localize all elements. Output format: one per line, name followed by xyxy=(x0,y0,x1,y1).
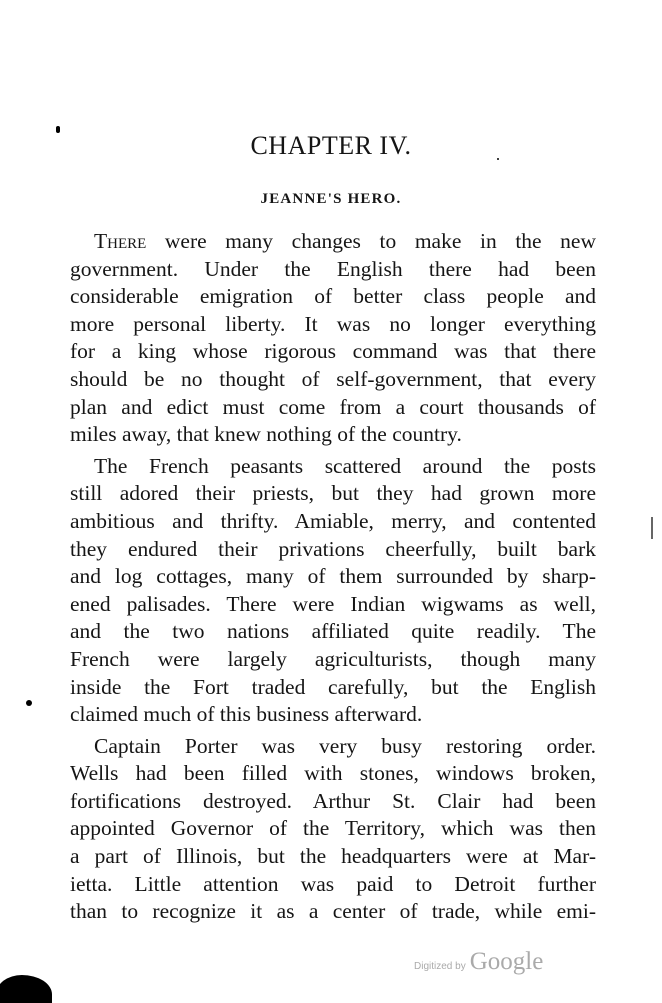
text-line: for a king whose rigorous command was that there xyxy=(70,339,596,364)
text-line: they endured their privations cheerfully, built bark xyxy=(70,536,596,561)
watermark-brand: Google xyxy=(469,948,544,975)
text-line: French were largely agriculturists, though many xyxy=(70,646,596,671)
watermark-prefix: Digitized by xyxy=(414,961,466,972)
margin-mark xyxy=(651,517,653,539)
text-line: still adored their priests, but they had grown more xyxy=(70,481,596,506)
text-line: and the two nations affiliated quite readily. The xyxy=(70,619,596,644)
text-line: considerable emigration of better class people and xyxy=(70,284,596,309)
text-line: and log cottages, many of them surrounded by sharp- xyxy=(70,564,596,589)
text-line: miles away, that knew nothing of the country. xyxy=(70,422,462,447)
text-line: a part of Illinois, but the headquarters were at Mar- xyxy=(70,844,596,869)
ink-speck xyxy=(26,700,32,706)
text-line: should be no thought of self-government, that every xyxy=(70,366,596,391)
text-line: appointed Governor of the Territory, which was then xyxy=(70,816,596,841)
text-line: ened palisades. There were Indian wigwams as well, xyxy=(70,591,596,616)
text-line: claimed much of this business afterward. xyxy=(70,702,423,727)
text-line: There were many changes to make in the new xyxy=(94,229,597,253)
text-line: Wells had been filled with stones, windows broken, xyxy=(70,761,596,786)
text-line: The French peasants scattered around the posts xyxy=(94,453,596,478)
text-line: fortifications destroyed. Arthur St. Clair had been xyxy=(70,788,596,813)
text-line: Captain Porter was very busy restoring order. xyxy=(94,733,596,758)
page-body xyxy=(70,228,596,926)
text-line: than to recognize it as a center of trade, while emi- xyxy=(70,899,596,924)
text-line: inside the Fort traded carefully, but the English xyxy=(70,674,596,699)
text-line: ambitious and thrifty. Amiable, merry, and contented xyxy=(70,508,596,533)
text-line: plan and edict must come from a court thousands of xyxy=(70,394,596,419)
scan-blot xyxy=(0,975,52,1003)
text-line: ietta. Little attention was paid to Detroit further xyxy=(70,871,596,896)
section-title: JEANNE'S HERO. xyxy=(260,191,402,207)
text-line: government. Under the English there had been xyxy=(70,256,596,281)
first-word: There xyxy=(94,229,147,253)
text-line: more personal liberty. It was no longer everything xyxy=(70,311,596,336)
digitization-watermark xyxy=(414,948,543,976)
chapter-title: CHAPTER IV. xyxy=(250,131,412,160)
